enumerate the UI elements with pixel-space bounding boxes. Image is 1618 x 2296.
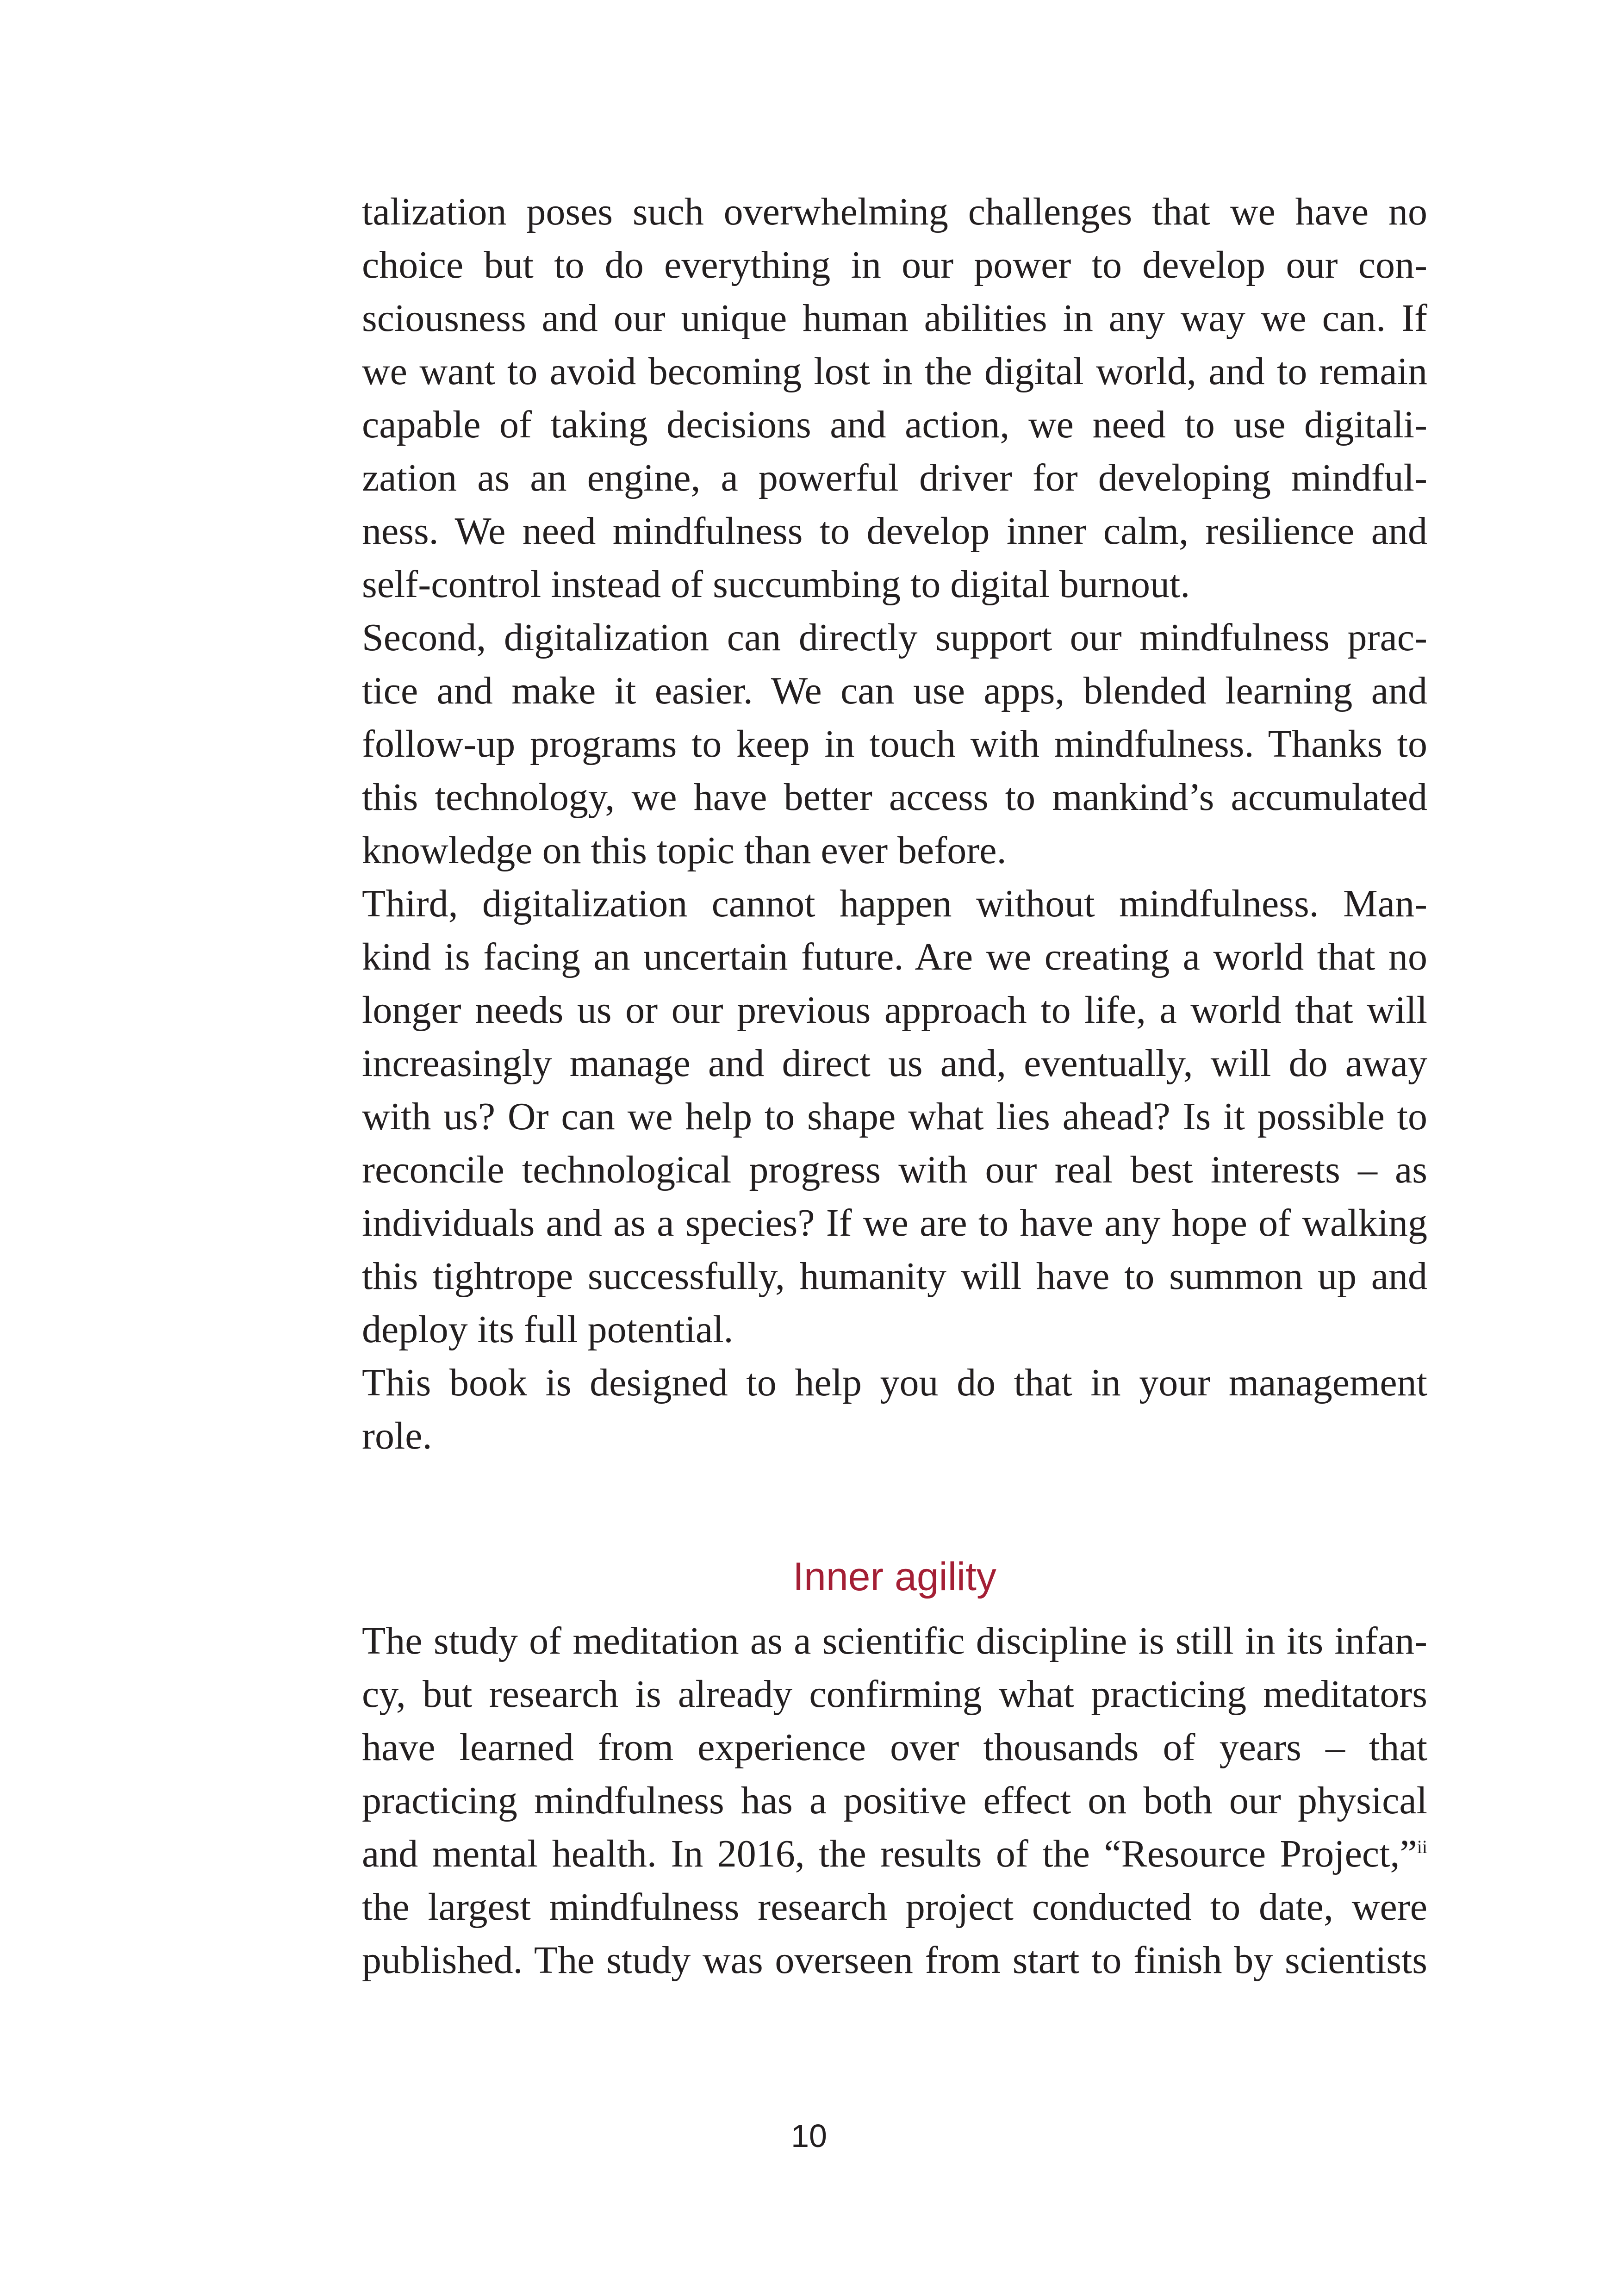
- text-line: practicing mindfulness has a positive effect on both our physical: [362, 1779, 1427, 1822]
- text-line: reconcile technological progress with our real best interests – as: [362, 1148, 1427, 1191]
- text-line: choice but to do everything in our power to develop our con-: [362, 243, 1427, 286]
- text-line: we want to avoid becoming lost in the digital world, and to remain: [362, 350, 1427, 393]
- text-line: the largest mindfulness research project conducted to date, were: [362, 1885, 1427, 1929]
- text-line: published. The study was overseen from start to finish by scientists: [362, 1939, 1427, 1982]
- paragraph-1: [362, 185, 1427, 611]
- section-heading: Inner agility: [793, 1555, 996, 1599]
- text-line: This book is designed to help you do that in your management: [362, 1361, 1427, 1404]
- paragraph-4: [362, 1356, 1427, 1462]
- text-line: Third, digitalization cannot happen without mindfulness. Man-: [362, 882, 1427, 925]
- text-line: deploy its full potential.: [362, 1308, 734, 1351]
- text-line-content: and mental health. In 2016, the results of the “Resource Project,”: [362, 1832, 1417, 1875]
- footnote-marker: ii: [1417, 1836, 1427, 1857]
- paragraph-2: [362, 611, 1427, 877]
- page-body: [362, 185, 1427, 1987]
- text-line: increasingly manage and direct us and, eventually, will do away: [362, 1042, 1427, 1085]
- text-line: this technology, we have better access to mankind’s accumulated: [362, 776, 1427, 819]
- paragraph-3: [362, 877, 1427, 1356]
- text-line: with us? Or can we help to shape what lies ahead? Is it possible to: [362, 1095, 1427, 1138]
- text-line: follow-up programs to keep in touch with mindfulness. Thanks to: [362, 722, 1427, 765]
- text-line: kind is facing an uncertain future. Are we creating a world that no: [362, 935, 1427, 978]
- text-line: cy, but research is already confirming what practicing meditators: [362, 1673, 1427, 1716]
- text-line: knowledge on this topic than ever before.: [362, 829, 1007, 872]
- text-line: individuals and as a species? If we are to have any hope of walking: [362, 1201, 1427, 1244]
- text-line: zation as an engine, a powerful driver for developing mindful-: [362, 456, 1427, 499]
- text-line: talization poses such overwhelming challenges that we have no: [362, 190, 1427, 233]
- text-line: role.: [362, 1414, 432, 1457]
- text-line: tice and make it easier. We can use apps, blended learning and: [362, 669, 1427, 712]
- text-line: ness. We need mindfulness to develop inner calm, resilience and: [362, 510, 1427, 553]
- text-line: this tightrope successfully, humanity will have to summon up and: [362, 1255, 1427, 1298]
- text-line-with-footnote: [362, 1827, 1427, 1880]
- text-line: The study of meditation as a scientific discipline is still in its infan-: [362, 1619, 1427, 1662]
- text-line: longer needs us or our previous approach to life, a world that will: [362, 989, 1427, 1032]
- text-line: self-control instead of succumbing to digital burnout.: [362, 563, 1190, 606]
- page-number: 10: [791, 2118, 827, 2154]
- text-line: sciousness and our unique human abilities in any way we can. If: [362, 297, 1427, 340]
- text-line: capable of taking decisions and action, we need to use digitali-: [362, 403, 1427, 446]
- text-line: Second, digitalization can directly support our mindfulness prac-: [362, 616, 1427, 659]
- section-paragraph: [362, 1614, 1427, 1987]
- text-line: have learned from experience over thousands of years – that: [362, 1726, 1427, 1769]
